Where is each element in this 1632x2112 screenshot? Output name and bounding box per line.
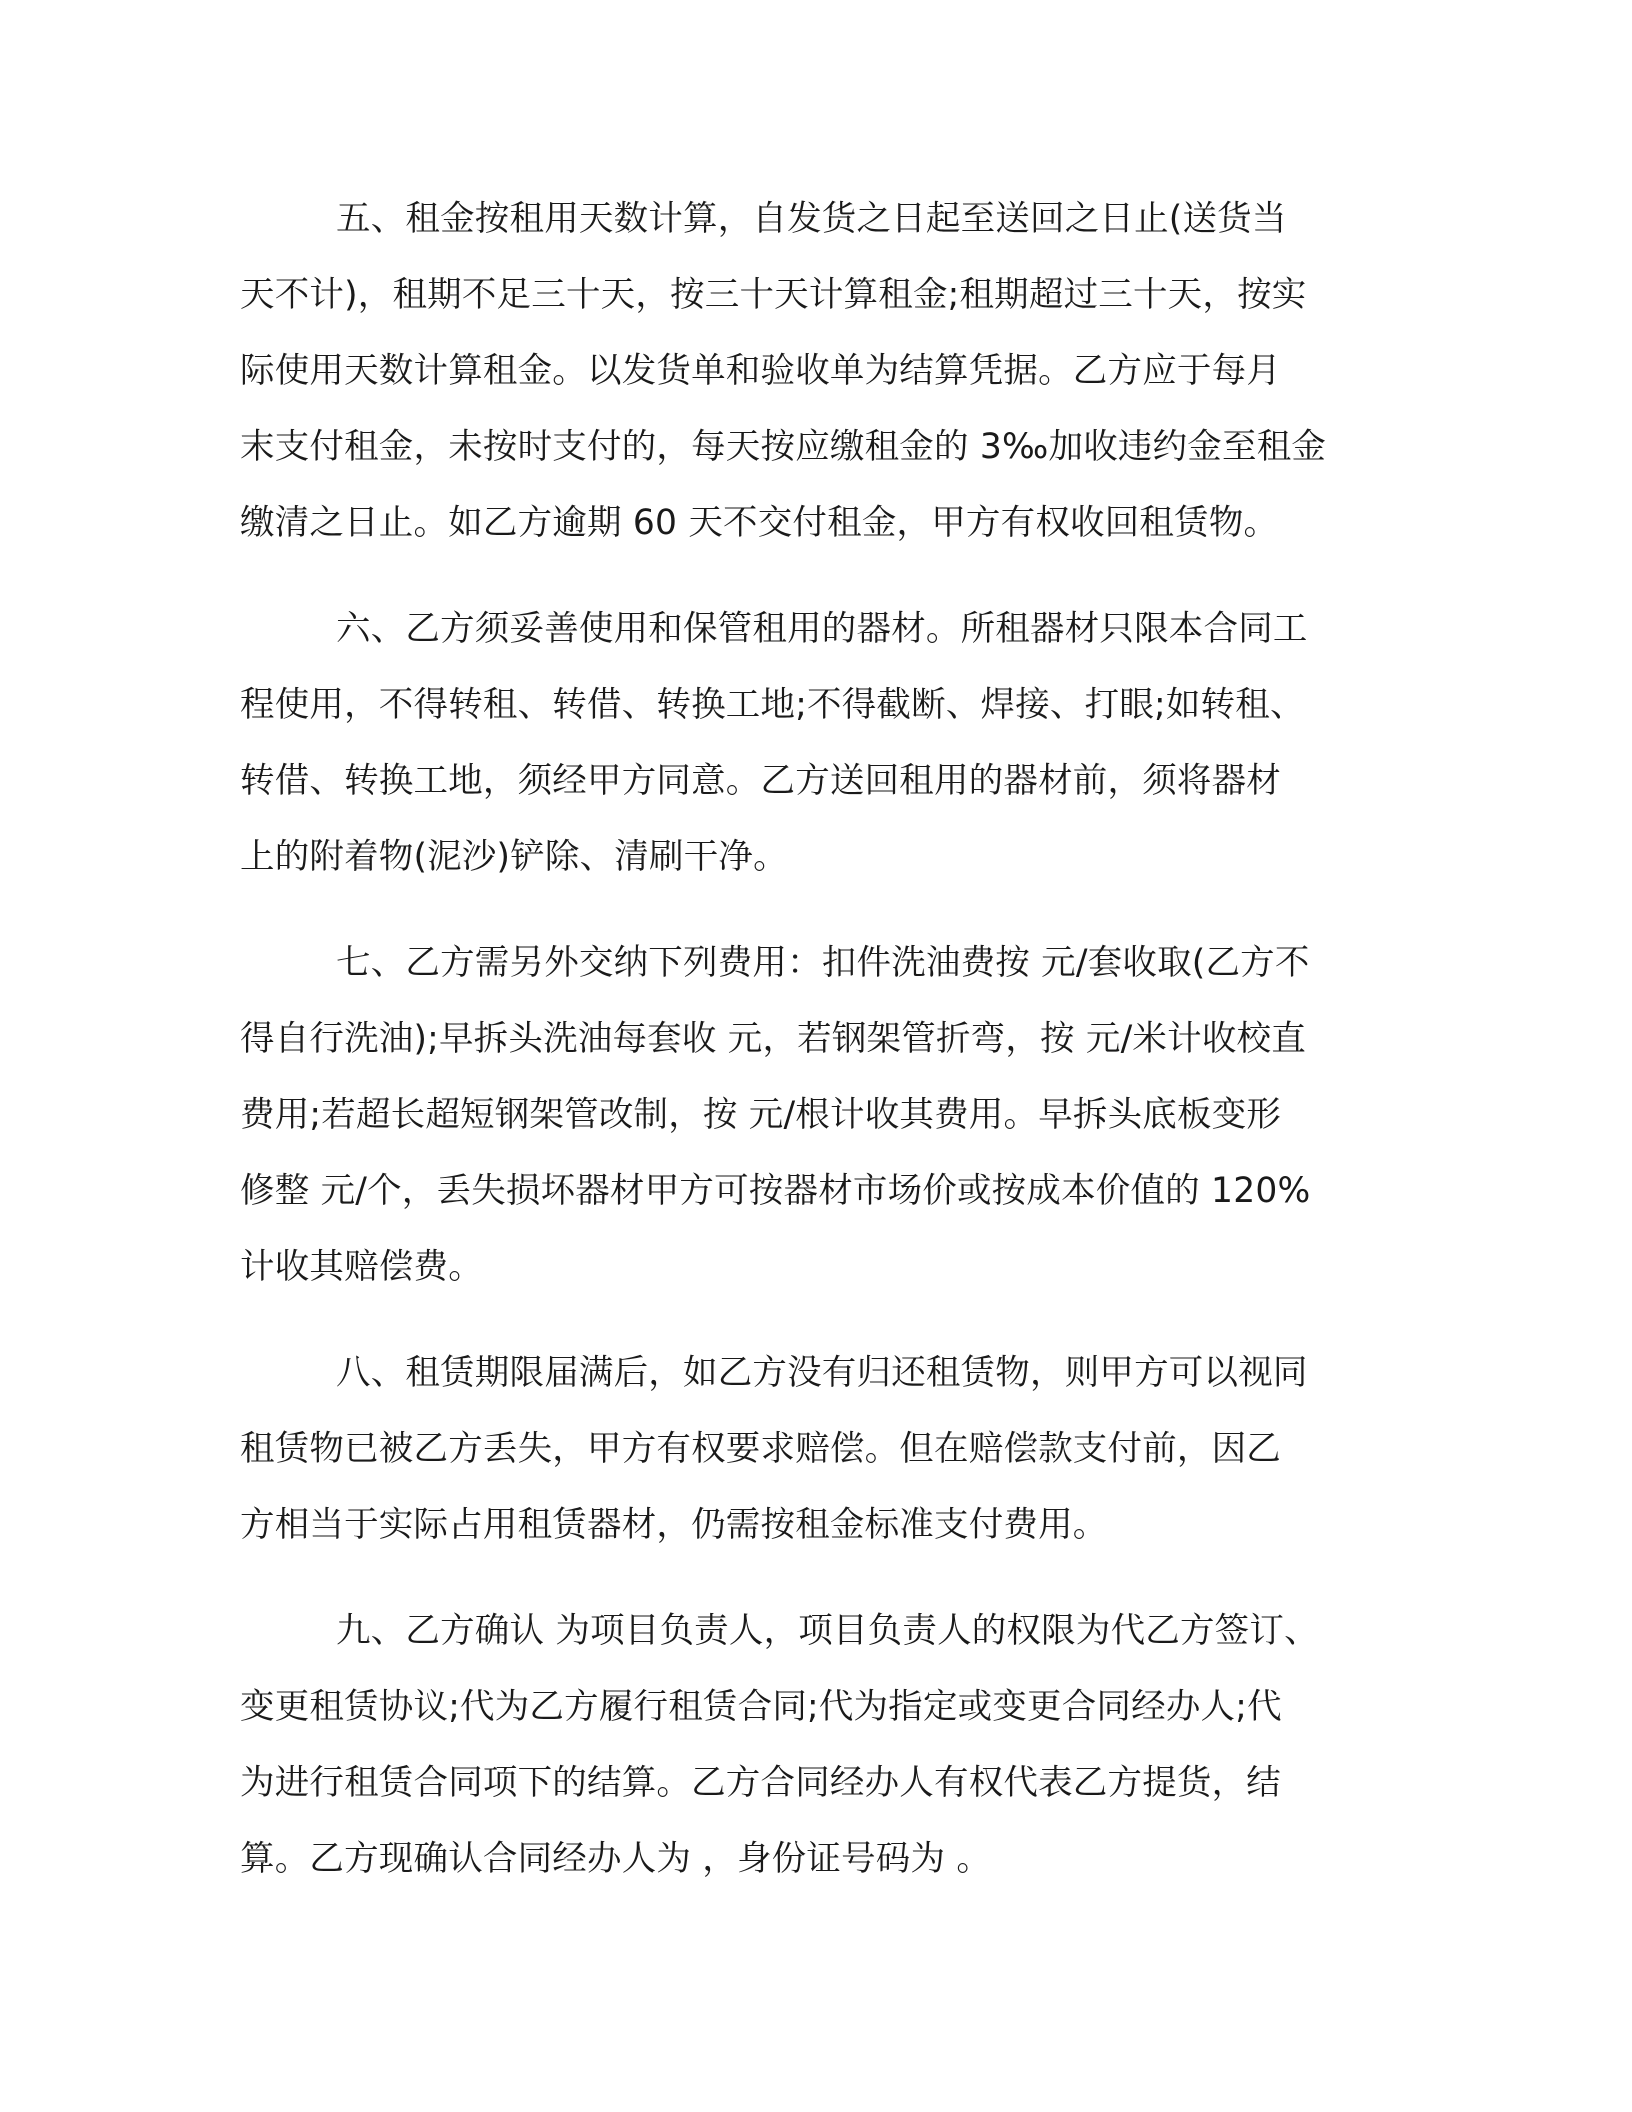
clause-6-line-2: 程使用，不得转租、转借、转换工地;不得截断、焊接、打眼;如转租、 xyxy=(240,685,1305,725)
clause-8-line-2: 租赁物已被乙方丢失，甲方有权要求赔偿。但在赔偿款支付前，因乙 xyxy=(240,1429,1281,1469)
clause-7-line-4: 修整 元/个，丢失损坏器材甲方可按器材市场价或按成本价值的 120% xyxy=(240,1171,1311,1211)
clause-5-line-5: 缴清之日止。如乙方逾期 60 天不交付租金，甲方有权收回租赁物。 xyxy=(240,503,1279,543)
clause-5-line-3: 际使用天数计算租金。以发货单和验收单为结算凭据。乙方应于每月 xyxy=(240,351,1281,391)
clause-5-line-1: 五、租金按租用天数计算，自发货之日起至送回之日止(送货当 xyxy=(336,199,1287,239)
clause-9-line-1: 九、乙方确认 为项目负责人，项目负责人的权限为代乙方签订、 xyxy=(336,1611,1319,1651)
clause-9-line-4: 算。乙方现确认合同经办人为 ，身份证号码为 。 xyxy=(240,1839,992,1879)
clause-5-line-4: 末支付租金，未按时支付的，每天按应缴租金的 3‰加收违约金至租金 xyxy=(240,427,1327,467)
clause-6-line-1: 六、乙方须妥善使用和保管租用的器材。所租器材只限本合同工 xyxy=(336,609,1308,649)
clause-8-line-3: 方相当于实际占用租赁器材，仍需按租金标准支付费用。 xyxy=(240,1505,1108,1545)
clause-6-line-3: 转借、转换工地，须经甲方同意。乙方送回租用的器材前，须将器材 xyxy=(240,761,1281,801)
clause-9-line-3: 为进行租赁合同项下的结算。乙方合同经办人有权代表乙方提货，结 xyxy=(240,1763,1281,1803)
clause-7-line-1: 七、乙方需另外交纳下列费用：扣件洗油费按 元/套收取(乙方不 xyxy=(336,943,1310,983)
clause-9-line-2: 变更租赁协议;代为乙方履行租赁合同;代为指定或变更合同经办人;代 xyxy=(240,1687,1282,1727)
clause-7-line-2: 得自行洗油);早拆头洗油每套收 元，若钢架管折弯，按 元/米计收校直 xyxy=(240,1019,1306,1059)
clause-6-line-4: 上的附着物(泥沙)铲除、清刷干净。 xyxy=(240,837,788,877)
clause-7-line-5: 计收其赔偿费。 xyxy=(240,1247,483,1287)
clause-7-line-3: 费用;若超长超短钢架管改制，按 元/根计收其费用。早拆头底板变形 xyxy=(240,1095,1282,1135)
clause-5-line-2: 天不计)，租期不足三十天，按三十天计算租金;租期超过三十天，按实 xyxy=(240,275,1307,315)
clause-8-line-1: 八、租赁期限届满后，如乙方没有归还租赁物，则甲方可以视同 xyxy=(336,1353,1308,1393)
